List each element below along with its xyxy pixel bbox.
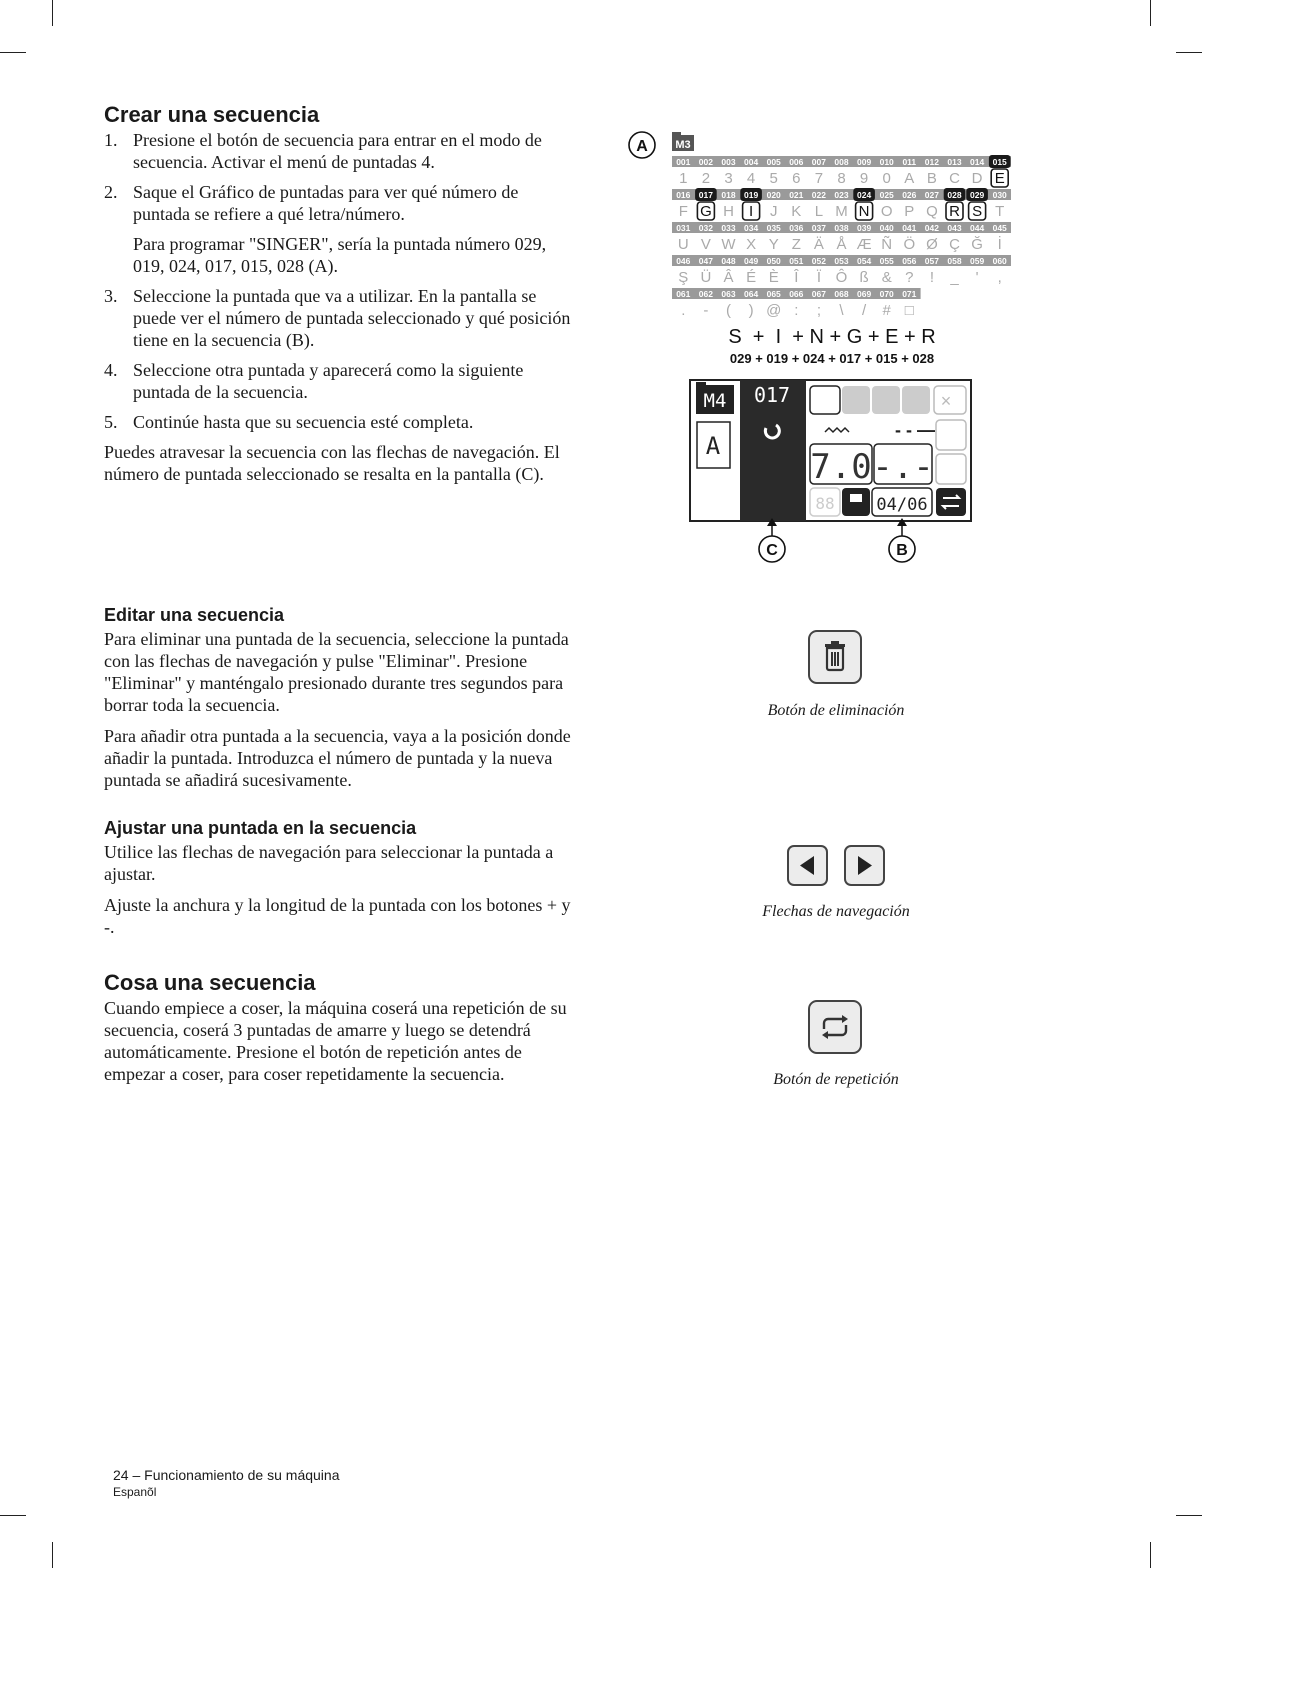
stitch-character: Ş <box>678 269 689 286</box>
stitch-character: Ï <box>816 269 821 286</box>
stitch-number: 038 <box>834 223 849 233</box>
stitch-number: 026 <box>902 190 917 200</box>
stitch-character: @ <box>766 302 782 319</box>
nav-left-button-illustration <box>787 845 828 886</box>
stitch-character: J <box>769 203 778 220</box>
stitch-character: / <box>862 302 867 319</box>
stitch-number: 030 <box>992 190 1007 200</box>
stitch-character: : <box>794 302 799 319</box>
speed-icon <box>936 454 966 484</box>
paragraph: Utilice las flechas de navegación para seleccionar la puntada a ajustar. <box>104 842 554 884</box>
caption-nav: Flechas de navegación <box>762 903 910 920</box>
stitch-character: R <box>949 203 960 220</box>
stitch-character: 5 <box>769 170 778 187</box>
stitch-number: 029 <box>970 190 985 200</box>
paragraph: Cuando empiece a coser, la máquina coserá una repetición de su secuencia, coserá 3 puntadas de amarre y luego se detendrá automáticamente. Presione el botón de repetición antes de empezar a coser, para coser repetidamente la secuencia. <box>104 998 567 1084</box>
stitch-number: 034 <box>744 223 759 233</box>
paragraph: Para añadir otra puntada a la secuencia, vaya a la posición donde añadir la puntada. Introduzca el número de puntada y la nueva puntada se añadirá sucesivamente. <box>104 726 571 790</box>
stitch-number: 046 <box>676 256 691 266</box>
stitch-character: # <box>882 302 891 319</box>
stitch-number: 063 <box>721 289 736 299</box>
stitch-number: 001 <box>676 157 691 167</box>
stitch-number: 021 <box>789 190 804 200</box>
stitch-number: 025 <box>879 190 894 200</box>
stitch-number: 036 <box>789 223 804 233</box>
crop-mark <box>0 52 26 53</box>
crop-mark <box>0 1515 26 1516</box>
stitch-number: 019 <box>744 190 759 200</box>
stitch-number: 040 <box>879 223 894 233</box>
list-item <box>104 181 574 277</box>
stitch-character: L <box>814 203 824 220</box>
repeat-small-icon <box>936 488 966 516</box>
page-footer: 24 – Funcionamiento de su máquina <box>113 1467 340 1483</box>
stitch-number: 053 <box>834 256 849 266</box>
paragraph: Puedes atravesar la secuencia con las flechas de navegación. El número de puntada seleccionado se resalta en la pantalla (C). <box>104 442 560 484</box>
stitch-number: 005 <box>766 157 781 167</box>
stitch-character: M <box>835 203 848 220</box>
stitch-character: □ <box>904 302 914 319</box>
stitch-number: 007 <box>811 157 826 167</box>
stitch-character: 2 <box>701 170 711 187</box>
stitch-number: 009 <box>857 157 872 167</box>
step-number: 1. <box>104 130 118 150</box>
stitch-number: 028 <box>947 190 962 200</box>
stitch-character: Ü <box>700 269 712 286</box>
stitch-number: 024 <box>857 190 872 200</box>
stitch-character: B <box>926 170 937 187</box>
stitch-number: 035 <box>766 223 781 233</box>
step-text: Continúe hasta que su secuencia esté completa. <box>133 412 474 432</box>
stitch-number: 066 <box>789 289 804 299</box>
stitch-character: F <box>678 203 688 220</box>
stitch-character: 7 <box>814 170 824 187</box>
stitch-character: S <box>972 203 983 220</box>
mirror-icon <box>872 386 900 414</box>
stitch-number: 022 <box>811 190 826 200</box>
stitch-character: G <box>700 203 712 220</box>
stitch-number: 006 <box>789 157 804 167</box>
crop-mark <box>1176 52 1202 53</box>
step-number: 2. <box>104 182 118 202</box>
stitch-number: 010 <box>879 157 894 167</box>
list-item <box>104 129 574 173</box>
section-heading: Crear una secuencia <box>104 102 320 127</box>
stitch-character: 4 <box>746 170 756 187</box>
stitch-number: 043 <box>947 223 962 233</box>
stitch-chart-figure <box>620 128 1020 568</box>
menu-badge: M3 <box>675 139 691 151</box>
paragraph: Ajuste la anchura y la longitud de la puntada con los botones + y -. <box>104 895 571 937</box>
stitch-character: 9 <box>859 170 869 187</box>
stitch-number: 027 <box>924 190 939 200</box>
stitch-character: ? <box>905 269 914 286</box>
section-adjust <box>104 817 574 938</box>
stitch-number: 018 <box>721 190 736 200</box>
stitch-number: 017 <box>698 190 713 200</box>
stitch-character: Ø <box>926 236 938 253</box>
step-number: 5. <box>104 412 118 432</box>
arrow-right-icon <box>846 847 883 884</box>
stitch-number: 033 <box>721 223 736 233</box>
lcd-stitch-number: 017 <box>753 383 791 407</box>
stitch-character: V <box>700 236 711 253</box>
step-text: Seleccione la puntada que va a utilizar. En la pantalla se puede ver el número de puntada seleccionado y qué posición tiene en la secuencia (B). <box>133 286 571 350</box>
stitch-character: T <box>995 203 1005 220</box>
stitch-character: İ <box>997 236 1002 253</box>
stitch-character: Ğ <box>971 236 983 253</box>
stitch-number: 071 <box>902 289 917 299</box>
stitch-number: 041 <box>902 223 917 233</box>
stitch-number: 004 <box>744 157 759 167</box>
stitch-character: H <box>723 203 734 220</box>
presser-foot-icon: A <box>705 432 721 460</box>
section-create <box>104 102 574 485</box>
arrow-left-icon <box>789 847 826 884</box>
lcd-sequence-counter: 04/06 <box>876 495 928 515</box>
list-item <box>104 285 574 351</box>
elongation-icon <box>902 386 930 414</box>
stitch-character: Ç <box>949 236 960 253</box>
stitch-number: 058 <box>947 256 962 266</box>
stitch-number: 045 <box>992 223 1007 233</box>
stitch-number: 064 <box>744 289 759 299</box>
stitch-character: X <box>746 236 757 253</box>
step-text: Saque el Gráfico de puntadas para ver qué número de puntada se refiere a qué letra/número. <box>133 182 519 224</box>
stitch-character: . <box>681 302 686 319</box>
stitch-character: 3 <box>724 170 733 187</box>
step-subtext: Para programar "SINGER", sería la puntada número 029, 019, 024, 017, 015, 028 (A). <box>133 234 547 276</box>
stitch-character: N <box>858 203 870 220</box>
section-sew <box>104 970 574 1085</box>
menu-badge-tab <box>672 132 681 136</box>
stitch-number: 062 <box>698 289 713 299</box>
stitch-number: 016 <box>676 190 691 200</box>
stitch-character: Ñ <box>881 236 893 253</box>
stitch-number: 061 <box>676 289 691 299</box>
stitch-number: 051 <box>789 256 804 266</box>
lcd-width-value: 7.0 <box>810 447 872 487</box>
stitch-number: 037 <box>811 223 826 233</box>
stitch-number: 014 <box>970 157 985 167</box>
lcd-dim-counter: 88 <box>815 494 835 513</box>
stitch-chart <box>620 128 1020 568</box>
callout-label-b: B <box>896 542 908 559</box>
stitch-character: ' <box>975 269 979 286</box>
crop-mark <box>52 1542 53 1568</box>
stitch-number: 069 <box>857 289 872 299</box>
section-heading: Ajustar una puntada en la secuencia <box>104 818 417 838</box>
stitch-number: 044 <box>970 223 985 233</box>
stitch-character: 0 <box>882 170 891 187</box>
stitch-character: U <box>677 236 689 253</box>
stitch-number: 067 <box>811 289 826 299</box>
stitch-number: 054 <box>857 256 872 266</box>
step-text: Presione el botón de secuencia para entrar en el modo de secuencia. Activar el menú de puntadas 4. <box>133 130 542 172</box>
list-item <box>104 359 574 403</box>
stitch-character: \ <box>839 302 844 319</box>
stitch-character: E <box>994 170 1005 187</box>
stitch-number: 059 <box>970 256 985 266</box>
caption-delete: Botón de eliminación <box>767 702 905 719</box>
lcd-menu: M4 <box>703 390 727 412</box>
step-number: 3. <box>104 286 118 306</box>
stitch-number: 047 <box>698 256 713 266</box>
stitch-character: D <box>971 170 983 187</box>
stitch-number: 056 <box>902 256 917 266</box>
stitch-number: 020 <box>766 190 781 200</box>
stitch-character: C <box>949 170 960 187</box>
page-footer-language: Espanõl <box>113 1485 157 1499</box>
delete-button-illustration <box>808 630 862 684</box>
trash-icon <box>810 632 860 682</box>
stitch-character: K <box>791 203 802 220</box>
stitch-character: Y <box>768 236 779 253</box>
stitch-character: ; <box>816 302 821 319</box>
crop-mark <box>1150 1542 1151 1568</box>
stitch-number: 032 <box>698 223 713 233</box>
stitch-character: Z <box>791 236 801 253</box>
lcd-screen <box>690 380 971 521</box>
tension-icon <box>936 420 966 450</box>
crop-mark <box>1150 0 1151 26</box>
stitch-number: 008 <box>834 157 849 167</box>
stitch-character: W <box>721 236 736 253</box>
stitch-character: ß <box>859 269 869 286</box>
stitch-character: I <box>749 203 754 220</box>
repeat-button-illustration <box>808 1000 862 1054</box>
stitch-number: 011 <box>902 157 917 167</box>
stitch-character: 1 <box>679 170 688 187</box>
stitch-character: Â <box>723 269 734 286</box>
close-icon: × <box>940 391 952 411</box>
stitch-number: 003 <box>721 157 736 167</box>
stitch-character: È <box>768 269 779 286</box>
callout-label-c: C <box>766 542 778 559</box>
needle-position-icon <box>810 386 840 414</box>
repeat-icon <box>810 1002 860 1052</box>
stitch-number: 052 <box>811 256 826 266</box>
section-heading: Cosa una secuencia <box>104 970 316 995</box>
stitch-number: 023 <box>834 190 849 200</box>
sequence-numbers: 029 + 019 + 024 + 017 + 015 + 028 <box>729 351 935 366</box>
stitch-number: 065 <box>766 289 781 299</box>
stitch-number: 055 <box>879 256 894 266</box>
stitch-character: O <box>880 203 893 220</box>
needle-down-icon <box>842 386 870 414</box>
crop-mark <box>1176 1515 1202 1516</box>
stitch-character: Ä <box>813 236 824 253</box>
list-item <box>104 411 574 433</box>
stitch-number: 012 <box>924 157 939 167</box>
nav-right-button-illustration <box>844 845 885 886</box>
section-heading: Editar una secuencia <box>104 605 285 625</box>
stitch-character: Q <box>926 203 938 220</box>
stitch-character: Å <box>836 236 847 253</box>
stitch-character: Î <box>794 269 799 286</box>
stitch-number: 015 <box>992 157 1007 167</box>
stitch-character: 8 <box>837 170 846 187</box>
stitch-number: 060 <box>992 256 1007 266</box>
callout-label-a: A <box>636 138 648 155</box>
save-icon-detail <box>850 494 862 502</box>
step-text: Seleccione otra puntada y aparecerá como la siguiente puntada de la secuencia. <box>133 360 524 402</box>
steps-list <box>104 129 574 433</box>
caption-repeat: Botón de repetición <box>773 1071 899 1088</box>
stitch-number: 057 <box>924 256 939 266</box>
stitch-number: 042 <box>924 223 939 233</box>
stitch-character: A <box>904 170 915 187</box>
section-edit <box>104 604 574 791</box>
stitch-character: - <box>703 302 709 319</box>
stitch-character: P <box>904 203 915 220</box>
lcd-menu-tab <box>696 382 706 387</box>
stitch-length-icon: - - — <box>895 420 935 440</box>
stitch-character: ! <box>929 269 934 286</box>
stitch-number: 048 <box>721 256 736 266</box>
stitch-character: Ö <box>903 236 916 253</box>
stitch-number: 050 <box>766 256 781 266</box>
stitch-character: É <box>746 269 757 286</box>
crop-mark <box>52 0 53 26</box>
stitch-character: , <box>997 269 1002 286</box>
step-number: 4. <box>104 360 118 380</box>
stitch-character: & <box>881 269 892 286</box>
stitch-number: 068 <box>834 289 849 299</box>
stitch-character: ) <box>748 302 754 319</box>
lcd-length-value: -.- <box>872 447 934 487</box>
stitch-number: 049 <box>744 256 759 266</box>
stitch-number: 070 <box>879 289 894 299</box>
stitch-character: _ <box>950 269 959 286</box>
stitch-number: 002 <box>698 157 713 167</box>
sequence-letters: S + I + N + G + E + R <box>728 326 936 348</box>
stitch-number: 013 <box>947 157 962 167</box>
stitch-character: 6 <box>792 170 801 187</box>
stitch-character: Æ <box>856 236 872 253</box>
stitch-number: 031 <box>676 223 691 233</box>
stitch-character: ( <box>726 302 731 319</box>
paragraph: Para eliminar una puntada de la secuencia, seleccione la puntada con las flechas de navegación y pulse "Eliminar". Presione "Eliminar" y manténgalo presionado durante tres segundos para borrar toda la secuencia. <box>104 629 569 715</box>
chart-rows <box>672 155 1011 319</box>
stitch-character: Ô <box>835 269 848 286</box>
stitch-number: 039 <box>857 223 872 233</box>
